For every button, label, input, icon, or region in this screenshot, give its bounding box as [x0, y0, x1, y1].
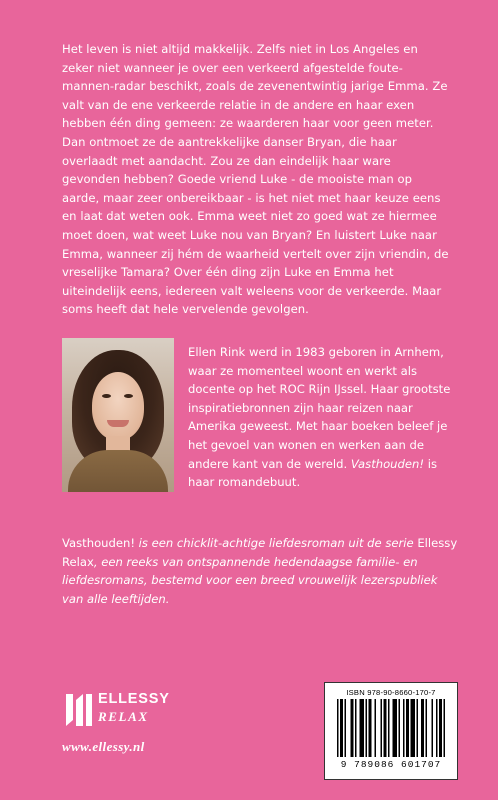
barcode-bar	[340, 699, 343, 757]
publisher-website: www.ellessy.nl	[62, 739, 145, 754]
barcode-bar	[439, 699, 442, 757]
author-photo	[62, 338, 174, 492]
bio-book-title: Vasthouden!	[350, 456, 425, 471]
series-book-title: Vasthouden!	[62, 536, 135, 550]
barcode-bar	[411, 699, 416, 757]
barcode-bar	[444, 699, 446, 757]
barcode-bar	[366, 699, 368, 757]
author-bio	[188, 343, 454, 492]
barcode-digits: 9 789086 601707	[340, 759, 442, 770]
barcode-bar	[345, 699, 347, 757]
barcode-bar	[426, 699, 428, 757]
barcode-bar	[432, 699, 434, 757]
blurb-text: Het leven is niet altijd makkelijk. Zelfs niet in Los Angeles en zeker niet wanneer je over een verkeerd afgestelde foute-mannen-radar beschikt, zoals de zevenentwintig jarige Emma. Ze valt van de ene verkeerde relatie in de andere en haar exen hebben één ding gemeen: ze waarderen haar voor geen meter. Dan ontmoet ze de aantrekkelijke danser Bryan, die haar overlaadt met aandacht. Zou ze dan eindelijk haar ware gevonden hebben? Goede vriend Luke - de mooiste man op aarde, maar zeer onbereikbaar - is het niet met haar keuze eens en laat dat weten ook. Emma weet niet zo goed wat ze hiermee moet doen, wat weet Luke nou van Bryan? En luistert Luke naar Emma, wanneer zij hém de waarheid vertelt over zijn vriendin, de vreselijke Tamara? Over één ding zijn Luke en Emma het uiteindelijk eens, iedereen valt weleens voor de verkeerde. Maar soms heeft dat hele vervelende gevolgen.	[62, 42, 449, 317]
isbn-label: ISBN 978-90-8660-170-7	[346, 688, 436, 697]
barcode-bar	[421, 699, 424, 757]
logo-sub: RELAX	[98, 709, 149, 724]
barcode-bar	[384, 699, 387, 757]
series-text-a: is een chicklit-achtige liefdesroman uit de serie	[135, 536, 418, 550]
series-text-b: , een reeks van ontspannende hedendaagse familie- en liefdesromans, bestemd voor een breed vrouwelijk lezerspubliek van alle leeftijden.	[62, 554, 438, 606]
barcode-bar	[375, 699, 377, 757]
barcode-bar	[351, 699, 354, 757]
barcode-bar	[399, 699, 401, 757]
barcode-bar	[360, 699, 365, 757]
isbn-barcode	[324, 682, 458, 780]
series-description	[62, 534, 462, 608]
bio-main-text: Ellen Rink werd in 1983 geboren in Arnhem, waar ze momenteel woont en werkt als docente op het ROC Rijn IJssel. Haar grootste inspiratiebronnen zijn haar reizen naar Amerika geweest. Met haar boeken beleef je het gevoel van wonen en werken aan de andere kant van de wereld.	[188, 345, 451, 471]
bio-end-text: is haar romandebuut.	[188, 456, 437, 490]
barcode-bar	[393, 699, 398, 757]
barcode-bar	[417, 699, 419, 757]
logo-name: ELLESSY	[98, 691, 170, 707]
barcode-bar	[337, 699, 339, 757]
barcode-bar	[436, 699, 438, 757]
barcode-bar	[355, 699, 357, 757]
series-name: Ellessy Relax	[62, 536, 458, 569]
barcode-bar	[381, 699, 383, 757]
ellessy-logo-icon	[62, 690, 94, 730]
back-cover-blurb	[62, 40, 450, 319]
barcode-bars	[337, 699, 445, 757]
barcode-bar	[369, 699, 372, 757]
barcode-bar	[406, 699, 409, 757]
barcode-bar	[388, 699, 390, 757]
barcode-bar	[403, 699, 405, 757]
